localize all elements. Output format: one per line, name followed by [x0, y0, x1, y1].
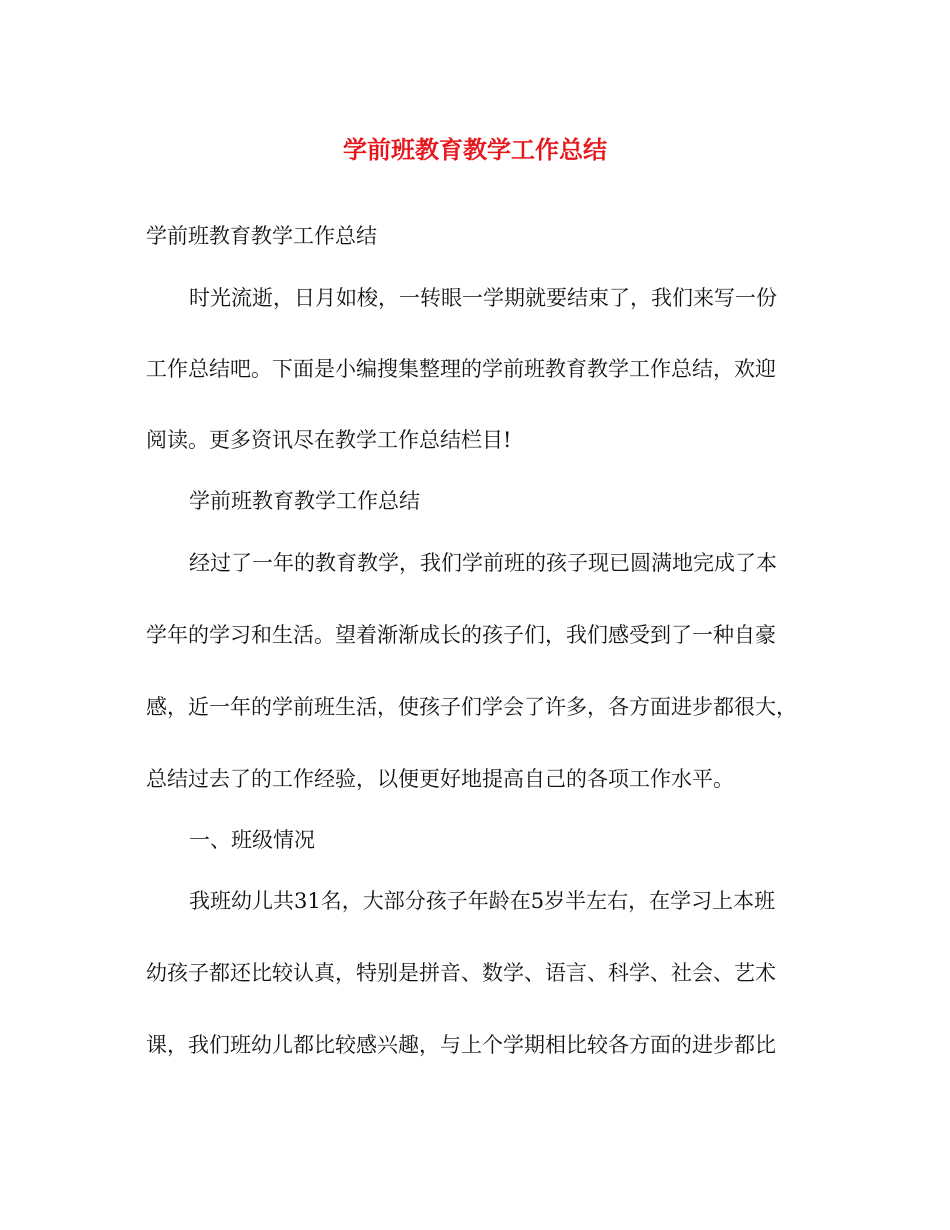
paragraph-line: 感，近一年的学前班生活，使孩子们学会了许多，各方面进步都很大，: [146, 695, 797, 719]
paragraph-line: 学年的学习和生活。望着渐渐成长的孩子们，我们感受到了一种自豪: [146, 623, 776, 647]
subtitle-line: 学前班教育教学工作总结: [146, 224, 377, 248]
paragraph-line: 阅读。更多资讯尽在教学工作总结栏目!: [146, 428, 512, 452]
document-title: 学前班教育教学工作总结: [343, 135, 607, 164]
paragraph-line: 我班幼儿共31名，大部分孩子年龄在5岁半左右，在学习上本班: [189, 889, 776, 913]
paragraph-line: 经过了一年的教育教学，我们学前班的孩子现已圆满地完成了本: [189, 551, 777, 575]
section-heading: 学前班教育教学工作总结: [189, 489, 420, 513]
paragraph-line: 总结过去了的工作经验，以便更好地提高自己的各项工作水平。: [146, 767, 734, 791]
paragraph-line: 幼孩子都还比较认真，特别是拼音、数学、语言、科学、社会、艺术: [146, 961, 776, 985]
paragraph-line: 时光流逝，日月如梭，一转眼一学期就要结束了，我们来写一份: [189, 286, 777, 310]
paragraph-line: 工作总结吧。下面是小编搜集整理的学前班教育教学工作总结，欢迎: [146, 357, 776, 381]
paragraph-line: 课，我们班幼儿都比较感兴趣，与上个学期相比较各方面的进步都比: [146, 1033, 776, 1057]
section-heading: 一、班级情况: [189, 828, 315, 852]
